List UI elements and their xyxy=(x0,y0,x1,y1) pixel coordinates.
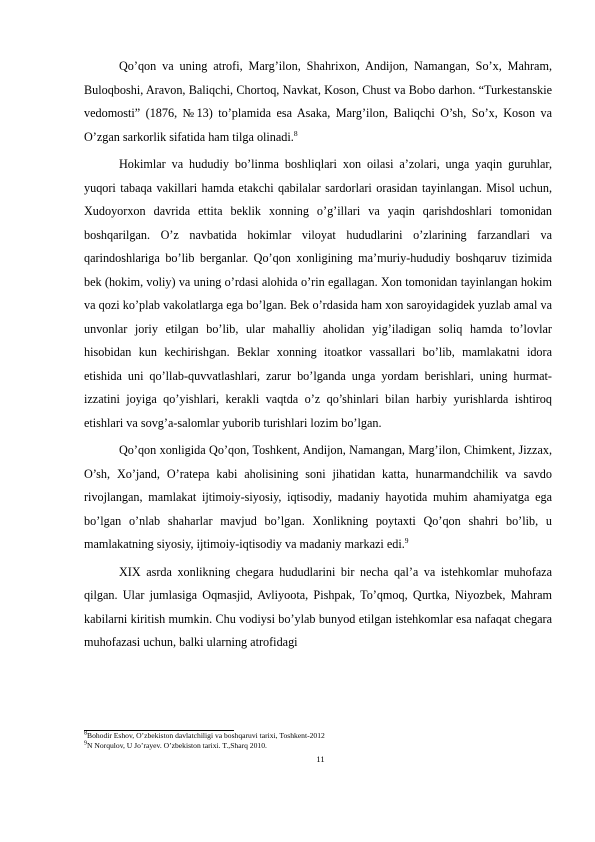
footnote-ref-9[interactable]: 9 xyxy=(404,535,409,545)
paragraph-4-text: XIX asrda xonlikning chegara hududlarini bir necha qal’a va istehkomlar muhofaza qilgan. Ular jumlasiga Oqmasjid, Avliyoota, Pishpak, To’qmoq, Qurtka, Niyozbek, Mahram kabilarni kiritish mumkin. Chu vodiysi bo’ylab bunyod etilgan istehkomlar esa nafaqat chegara muhofazasi uchun, balki ularning atrofidagi xyxy=(84,564,552,649)
paragraph-3-text: Qo’qon xonligida Qo’qon, Toshkent, Andijon, Namangan, Marg’ilon, Chimkent, Jizzax, O’sh, Xo’jand, O’ratepa kabi aholisining soni jihatidan katta, hunarmandchilik va savdo rivojlangan, mamlakat ijtimoiy-siyosiy, iqtisodiy, madaniy hayotida muhim ahamiyatga ega bo’lgan o’nlab shaharlar mavjud bo’lgan. Xonlikning poytaxti Qo’qon shahri bo’lib, u mamlakatning siyosiy, ijtimoiy-iqtisodiy va madaniy markazi edi. xyxy=(84,443,552,551)
page-number xyxy=(0,754,595,764)
footnote-9 xyxy=(84,741,552,751)
paragraph-3 xyxy=(84,439,552,557)
footnotes xyxy=(84,731,552,751)
footnote-8 xyxy=(84,731,552,741)
footnote-ref-8[interactable]: 8 xyxy=(293,128,298,138)
footnote-text: N Norqulov, U Jo’rayev. O’zbekiston tarixi. T.,Sharq 2010. xyxy=(87,741,267,750)
body-text xyxy=(84,55,552,655)
paragraph-2 xyxy=(84,153,552,435)
footnote-mark: 8 xyxy=(84,730,87,737)
paragraph-1 xyxy=(84,55,552,149)
paragraph-1-text: Qo’qon va uning atrofi, Marg’ilon, Shahrixon, Andijon, Namangan, So’x, Mahram, Buloqboshi, Aravon, Baliqchi, Chortoq, Navkat, Koson, Chust va Bobo darhon. “Turkestanskie vedomosti” (1876, №13) to’plamida esa Asaka, Marg’ilon, Baliqchi O’sh, So’x, Koson va O’zgan sarkorlik sifatida ham tilga olinadi. xyxy=(84,59,552,144)
footnote-text: Bohodir Eshov, O’zbekiston davlatchiligi va boshqaruvi tarixi, Toshkent-2012 xyxy=(87,731,325,740)
footnote-mark: 9 xyxy=(84,740,87,747)
paragraph-2-text: Hokimlar va hududiy bo’linma boshliqlari xon oilasi a’zolari, unga yaqin guruhlar, yuqori tabaqa vakillari hamda etakchi qabilalar sardorlari orasidan tayinlangan. Misol uchun, Xudoyorxon davrida ettita beklik xonning o’g’illari va yaqin qarishdoshlari tomonidan boshqarilgan. O’z navbatida hokimlar viloyat hududlarini o’zlarining farzandlari va qarindoshlariga bo’lib berganlar. Qo’qon xonligining ma’muriy-hududiy boshqaruv tizimida bek (hokim, voliy) va uning o’rdasi alohida o’rin egallagan. Xon tomonidan tayinlangan hokim va qozi ko’plab vakolatlarga ega bo’lgan. Bek o’rdasida ham xon saroyidagidek yuzlab amal va unvonlar joriy etilgan bo’lib, ular mahalliy aholidan yig’iladigan soliq hamda to’lovlar hisobidan kun kechirishgan. Beklar xonning itoatkor vassallari bo’lib, mamlakatni idora etishida uni qo’llab-quvvatlashlari, zarur bo’lganda unga yordam berishlari, uning hurmat-izzatini joyiga qo’yishlari, kerakli vaqtda o’z qo’shinlari bilan harbiy yurishlarda ishtiroq etishlari va sovg’a-salomlar yuborib turishlari lozim bo’lgan. xyxy=(84,157,552,430)
paragraph-4 xyxy=(84,561,552,655)
page-number-text: 11 xyxy=(316,754,325,764)
